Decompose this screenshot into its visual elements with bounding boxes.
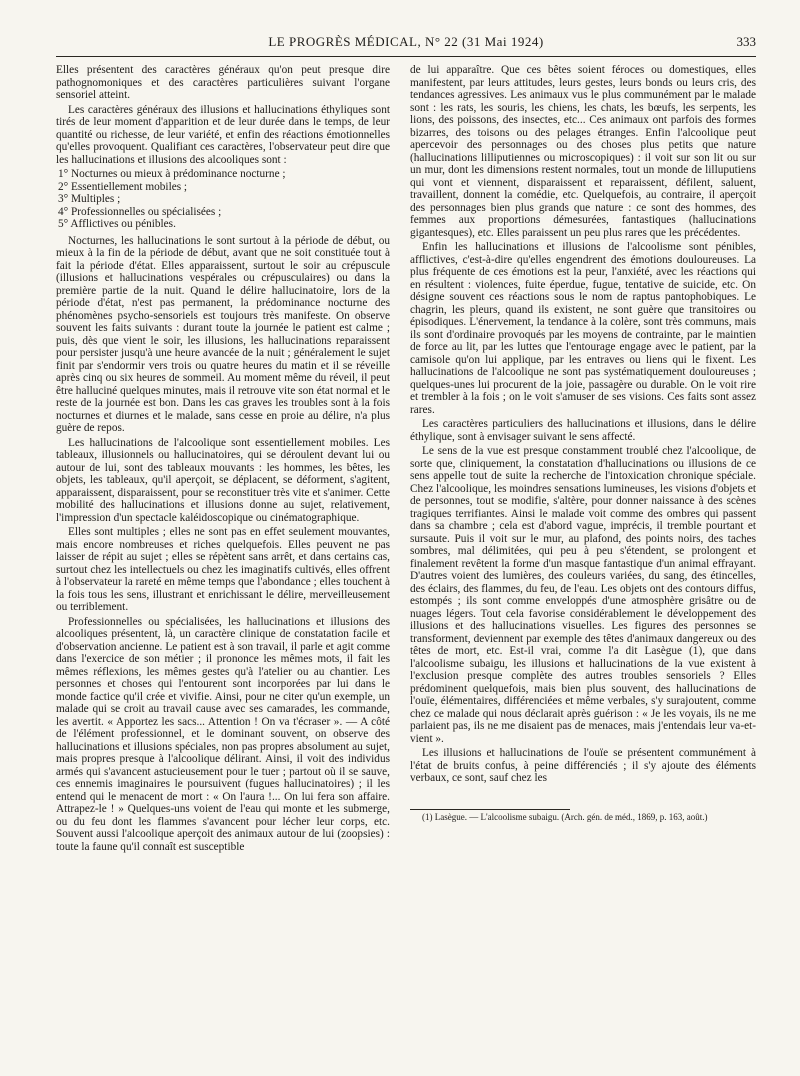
- paragraph: Le sens de la vue est presque constamment troublé chez l'alcoolique, de sorte que, cliniquement, la constatation d'hallucinations ou illusions de ce sens appelle tout de suite la recherche de l'intoxication chronique spéciale. Chez l'alcoolique, les moindres sensations lumineuses, les visions d'objets et de personnes, tout se modifie, s'altère, pour donner naissance à des scènes tragiques terrifiantes. Ainsi le malade voit comme des ombres qui passent dans sa chambre ; cela est d'abord vague, imprécis, il tremble pourtant et sursaute. Puis il voit sur le mur, au plafond, des points noirs, des taches sombres, mal délimitées, qui peu à peu s'étendent, se prolongent et finalement revêtent la forme d'un masque fantastique d'un animal effrayant. D'autres voient des lumières, des couleurs variées, du sang, des étincelles, des éclairs, des flammes, du feu, de l'eau. Les objets ont des contours diffus, estompés ; ils sont comme enveloppés d'une atmosphère grisâtre ou de nuages légers. Tout cela favorise considérablement le développement des illusions et des hallucinations visuelles. Les figures des personnes se transforment, deviennent par exemple des têtes d'animaux dangereux ou des têtes de mort, etc. Est-il vrai, comme l'a dit Lasègue (1), que dans l'alcoolisme subaigu, les illusions et hallucinations de la vue existent à l'exclusion presque complète des autres troubles sensoriels ? Elles prédominent quelquefois, mais bien plus souvent, des hallucinations de l'ouïe, élémentaires, différenciées et même verbales, s'y surajoutent, comme chez ce malade qui nous déclarait après guérison : « Je les voyais, ils ne me parlaient pas, ils ne me disaient pas de menaces, mais j'entendais leur va-et-vient ».: [410, 445, 756, 745]
- paragraph: Les hallucinations de l'alcoolique sont essentiellement mobiles. Les tableaux, illusionnels ou hallucinatoires, qui se déroulent devant lui ou autour de lui, sont des tableaux mouvants : les hommes, les bêtes, les objets, les tableaux, qu'il aperçoit, se déplacent, se déforment, s'agitent, apparaissent, disparaissent, pour se reconstituer très vite et s'animer. Cette mobilité des hallucinations et illusions donne au sujet, relativement, l'impression d'un spectacle kaléidoscopique ou cinématographique.: [56, 436, 390, 524]
- paragraph: de lui apparaître. Que ces bêtes soient féroces ou domestiques, elles manifestent, par leurs attitudes, leurs gestes, leurs bonds ou leurs cris, des tendances agressives. Les animaux vus le plus communément par le malade sont : les rats, les souris, les chiens, les chats, les bœufs, les serpents, les lions, des poissons, des insectes, etc... Ces animaux ont parfois des formes bizarres, des toisons ou des pelages étranges. Enfin l'alcoolique peut apercevoir des personnages ou des choses plus petits que nature (hallucinations lilliputiennes ou microscopiques) : il voit sur son lit ou sur un mur, dont les dimensions restent normales, tout un monde de lilluputiens qui vont et viennent, disparaissent et reparaissent, défilent, saluent, travaillent, donnent la comédie, etc. Quelquefois, au contraire, il aperçoit des personnages bien plus grands que nature : ce sont des hommes, des femmes aux proportions démesurées, fantastiques (hallucinations gigantesques), etc. Elles paraissent un peu plus rares que les précédentes.: [410, 64, 756, 239]
- left-column: [56, 64, 390, 1064]
- list-item: 4° Professionnelles ou spécialisées ;: [58, 205, 222, 218]
- footnote-rule: [410, 809, 570, 810]
- paragraph: Nocturnes, les hallucinations le sont surtout à la période de début, ou mieux à la fin de la période de début, avant que ne soit constituée tout à fait la période d'état. Elles apparaissent, surtout le soir au crépuscule (illusions et hallucinations vespérales ou crépusculaires) ou dans la première partie de la nuit. Quand le délire hallucinatoire, lors de la période d'état, n'est pas permanent, la prédominance nocturne des phénomènes psycho-sensoriels est toujours très manifeste. On observe souvent les faits suivants : durant toute la journée le patient est calme ; puis, dès que vient le soir, les illusions, les hallucinations reparaissent pour persister jusqu'à une heure avancée de la nuit ; généralement le sujet finit par s'endormir vers trois ou quatre heures du matin et il se réveille après cinq ou six heures de sommeil. Au moment même du réveil, il peut être halluciné quelques minutes, mais il retrouve vite son état normal et le reste de la journée est bon. Dans les cas graves les troubles sont à la fois nocturnes et diurnes et le malade, sans cesse en proie au délire, n'a plus guère de repos.: [56, 234, 390, 434]
- journal-title: LE PROGRÈS MÉDICAL, N° 22 (31 Mai 1924): [268, 34, 544, 49]
- header-rule: [56, 56, 756, 57]
- paragraph: Elles présentent des caractères généraux qu'on peut presque dire pathognomoniques et des caractères particulières suivant l'organe sensoriel atteint.: [56, 64, 390, 101]
- list-item: 2° Essentiellement mobiles ;: [58, 180, 188, 193]
- paragraph: Elles sont multiples ; elles ne sont pas en effet seulement mouvantes, mais encore nombreuses et riches quelquefois. Elles peuvent ne pas laisser de répit au sujet ; elles se répètent sans arrêt, et dans certains cas, surtout chez les intellectuels ou chez les imaginatifs cultivés, elles offrent à l'observateur la rareté en même temps que l'abondance ; elles touchent à la fois tous les sens, illustrant et enrichissant le délire, merveilleusement ou terriblement.: [56, 526, 390, 613]
- characteristics-list: [56, 168, 390, 231]
- paragraph: Professionnelles ou spécialisées, les hallucinations et illusions des alcooliques présentent, là, un caractère clinique de constatation facile et d'observation ancienne. Le patient est à son travail, il parle et agit comme dans l'exercice de son métier ; il prononce les mêmes mots, il fait les mêmes réflexions, les mêmes gestes qu'à l'atelier ou au chantier. Les personnes et choses qui l'entourent sont incorporées par lui dans le monde factice qu'il crée et vivifie. Ainsi, pour ne citer qu'un exemple, un malade qui se croit au travail cause avec ses camarades, les commande, les avertit. « Apportez les sacs... Attention ! On va t'écraser ». — A côté de l'élément professionnel, et le dominant souvent, on observe des hallucinations et illusions spéciales, non pas propres absolument au sujet, mais propres presque à l'alcoolique délirant. Ainsi, il voit des individus armés qui s'avancent astucieusement pour le tuer ; partout où il se sauve, ces ennemis imaginaires le poursuivent (fugues hallucinatoires) ; il les entend qui le menacent de mort : « On l'aura !... On lui fera son affaire. Attrapez-le ! » Quelques-uns voient de l'eau qui monte et les submerge, ou du feu dont les flammes s'avancent pour lécher leur corps, etc. Souvent aussi l'alcoolique aperçoit des animaux autour de lui (zoopsies) : toute la faune qu'il connaît est susceptible: [56, 615, 390, 853]
- paragraph: Enfin les hallucinations et illusions de l'alcoolisme sont pénibles, afflictives, c'est-à-dire qu'elles engendrent des émotions douloureuses. La plus fréquente de ces émotions est la peur, l'anxiété, avec les réactions qui en résultent : violences, fuite éperdue, fugue, tentative de suicide, etc. On désigne souvent ces réactions sous le nom de raptus pantophobiques. Le chagrin, les pleurs, quand ils existent, ne sont guère que transitoires ou épisodiques. L'énervement, la tendance à la colère, sont très communs, mais ils sont d'ordinaire provoqués par les moyens de contrainte, par le maintien de force au lit, par les luttes que l'entourage engage avec le patient, par la camisole qu'on lui applique, par les entraves ou liens qui le fixent. Les hallucinations de l'alcoolique ne sont pas systématiquement douloureuses ; quelques-unes lui procurent de la joie, passagère ou durable. On le voit rire et trembler à la fois ; on le voit s'amuser de ses visions. Ces faits sont assez rares.: [410, 241, 756, 416]
- page-number: 333: [736, 34, 756, 49]
- running-header: [56, 34, 756, 54]
- list-item: 1° Nocturnes ou mieux à prédominance nocturne ;: [58, 168, 286, 180]
- footnote: (1) Lasègue. — L'alcoolisme subaigu. (Arch. gén. de méd., 1869, p. 163, août.): [422, 811, 708, 822]
- paragraph: Les illusions et hallucinations de l'ouïe se présentent communément à l'état de bruits confus, à peine différenciés ; il s'y ajoute des éléments verbaux, ce sont, sauf chez les: [410, 747, 756, 784]
- list-item: 3° Multiples ;: [58, 193, 121, 205]
- paragraph: Les caractères généraux des illusions et hallucinations éthyliques sont tirés de leur moment d'apparition et de leur durée dans le temps, de leur quantité ou richesse, de leur variété, et enfin des réactions émotionnelles qu'elles provoquent. Qualifiant ces caractères, l'observateur peut dire que les hallucinations et illusions des alcooliques sont :: [56, 103, 390, 166]
- list-item: 5° Afflictives ou pénibles.: [58, 218, 176, 230]
- right-column: [410, 64, 756, 1064]
- paragraph: Les caractères particuliers des hallucinations et illusions, dans le délire éthylique, sont à envisager suivant le sens affecté.: [410, 418, 756, 443]
